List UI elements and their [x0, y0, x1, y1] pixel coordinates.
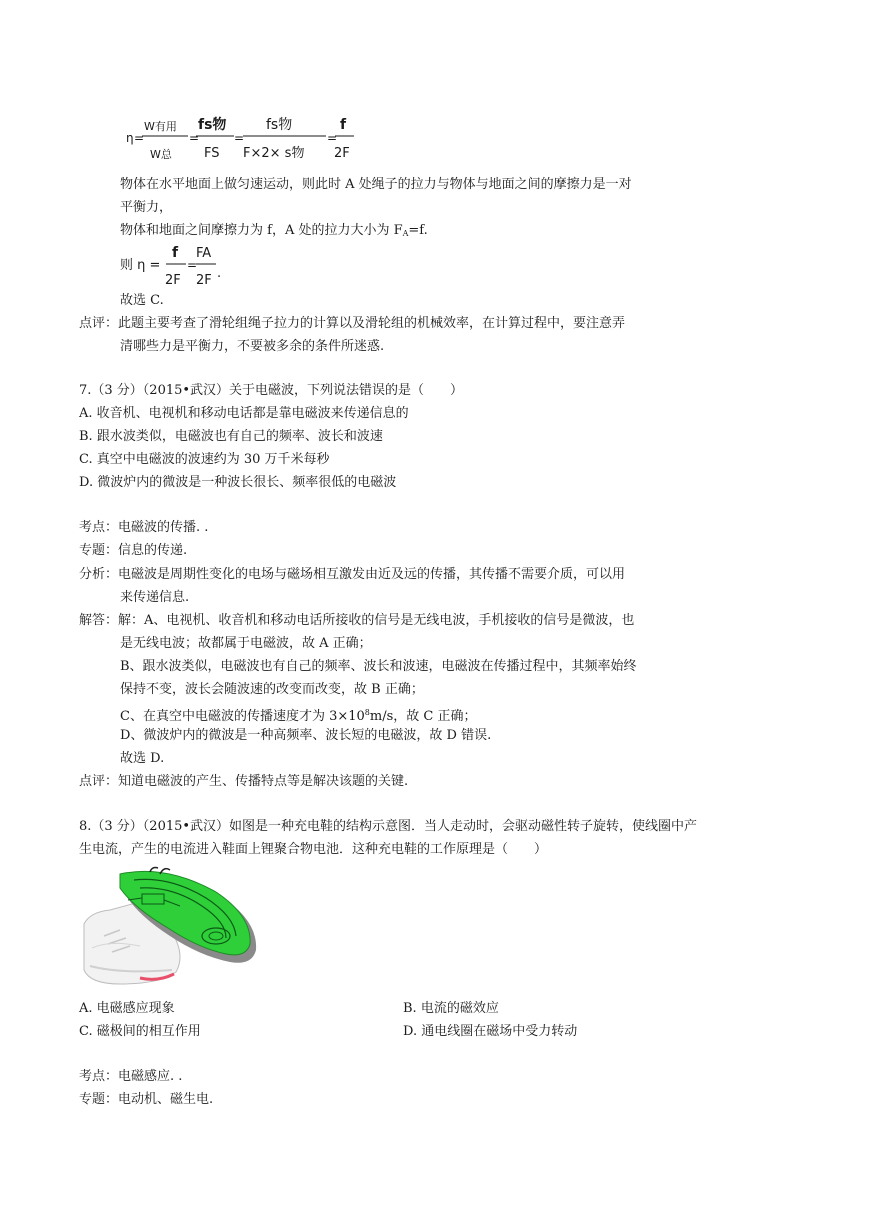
answer-line: 故选 C. [120, 293, 164, 308]
option-a: A. 收音机、电视机和移动电话都是靠电磁波来传递信息的 [79, 406, 409, 421]
option-a: A. 电磁感应现象 [79, 1001, 175, 1016]
jieda-b: B、跟水波类似，电磁波也有自己的频率、波长和波速，电磁波在传播过程中，其频率始终 [120, 659, 637, 674]
svg-text:=: = [189, 131, 200, 145]
fenxi: 分析：电磁波是周期性变化的电场与磁场相互激发由近及远的传播，其传播不需要介质，可以用 [79, 567, 626, 582]
jieda-d: D、微波炉内的微波是一种高频率、波长短的电磁波，故 D 错误. [120, 728, 492, 743]
comment-line: 点评：此题主要考查了滑轮组绳子拉力的计算以及滑轮组的机械效率，在计算过程中，要注意弄 [79, 316, 626, 331]
formula-w-useful: W有用 [144, 120, 177, 133]
fenxi-cont: 来传递信息. [120, 590, 190, 605]
formula-eta: η [126, 131, 134, 145]
kaodian: 考点：电磁感应. . [79, 1069, 183, 1084]
formula-fs-obj: fs物 [198, 117, 227, 133]
comment-line: 清哪些力是平衡力，不要被多余的条件所迷惑. [120, 339, 385, 354]
formula-fs-obj-2: fs物 [266, 117, 293, 133]
svg-text:=: = [134, 131, 145, 145]
question-stem: 7.（3 分）（2015•武汉）关于电磁波，下列说法错误的是（ ） [79, 383, 464, 398]
formula-f: f [340, 117, 347, 133]
formula-2F: 2F [334, 146, 350, 161]
charging-shoe-image [80, 866, 260, 988]
formula-FS: FS [204, 146, 220, 161]
formula2-prefix: 则 η = [120, 258, 161, 273]
svg-text:=: = [327, 131, 338, 145]
zhuanti: 专题：电动机、磁生电. [79, 1092, 214, 1107]
formula2-FA: FA [196, 246, 212, 261]
option-c: C. 真空中电磁波的波速约为 30 万千米每秒 [79, 452, 330, 467]
option-c: C. 磁极间的相互作用 [79, 1024, 201, 1039]
formula2-2F: 2F [165, 273, 181, 288]
jieda-cont: 是无线电波；故都属于电磁波，故 A 正确； [120, 636, 372, 651]
option-d: D. 通电线圈在磁场中受力转动 [403, 1024, 578, 1039]
jieda-c: C、在真空中电磁波的传播速度才为 $3\times 10^8m/s$，故 C 正确； [120, 708, 477, 724]
formula-F2s: F×2× s物 [243, 146, 305, 161]
formula2-2F-b: 2F [196, 273, 212, 288]
jieda-b-cont: 保持不变，波长会随波速的改变而改变，故 B 正确； [120, 682, 424, 697]
efficiency-formula [126, 112, 366, 164]
text-line: 物体和地面之间摩擦力为 f，A 处的拉力大小为 $F_A=f$. [120, 223, 428, 238]
efficiency-formula-2 [120, 244, 240, 290]
kaodian: 考点：电磁波的传播. . [79, 520, 209, 535]
svg-text:=: = [187, 258, 198, 272]
jieda-answer: 故选 D. [120, 751, 165, 766]
jieda: 解答：解：A、电视机、收音机和移动电话所接收的信号是无线电波，手机接收的信号是微波，也 [79, 613, 635, 628]
text-line: 平衡力， [120, 200, 173, 215]
question-stem: 8.（3 分）（2015•武汉）如图是一种充电鞋的结构示意图．当人走动时，会驱动磁性转子旋转，使线圈中产 [79, 819, 698, 834]
question-stem-cont: 生电流，产生的电流进入鞋面上锂聚合物电池．这种充电鞋的工作原理是（ ） [79, 842, 548, 857]
option-b: B. 电流的磁效应 [403, 1001, 499, 1016]
zhuanti: 专题：信息的传递. [79, 543, 188, 558]
svg-text:=: = [234, 131, 245, 145]
option-d: D. 微波炉内的微波是一种波长很长、频率很低的电磁波 [79, 475, 397, 490]
formula-w-total: W总 [150, 148, 172, 161]
svg-text:.: . [217, 266, 222, 281]
text-line: 物体在水平地面上做匀速运动，则此时 A 处绳子的拉力与物体与地面之间的摩擦力是一对 [120, 177, 632, 192]
formula2-f: f [172, 245, 179, 261]
dianping: 点评：知道电磁波的产生、传播特点等是解决该题的关键. [79, 774, 409, 789]
option-b: B. 跟水波类似，电磁波也有自己的频率、波长和波速 [79, 429, 383, 444]
